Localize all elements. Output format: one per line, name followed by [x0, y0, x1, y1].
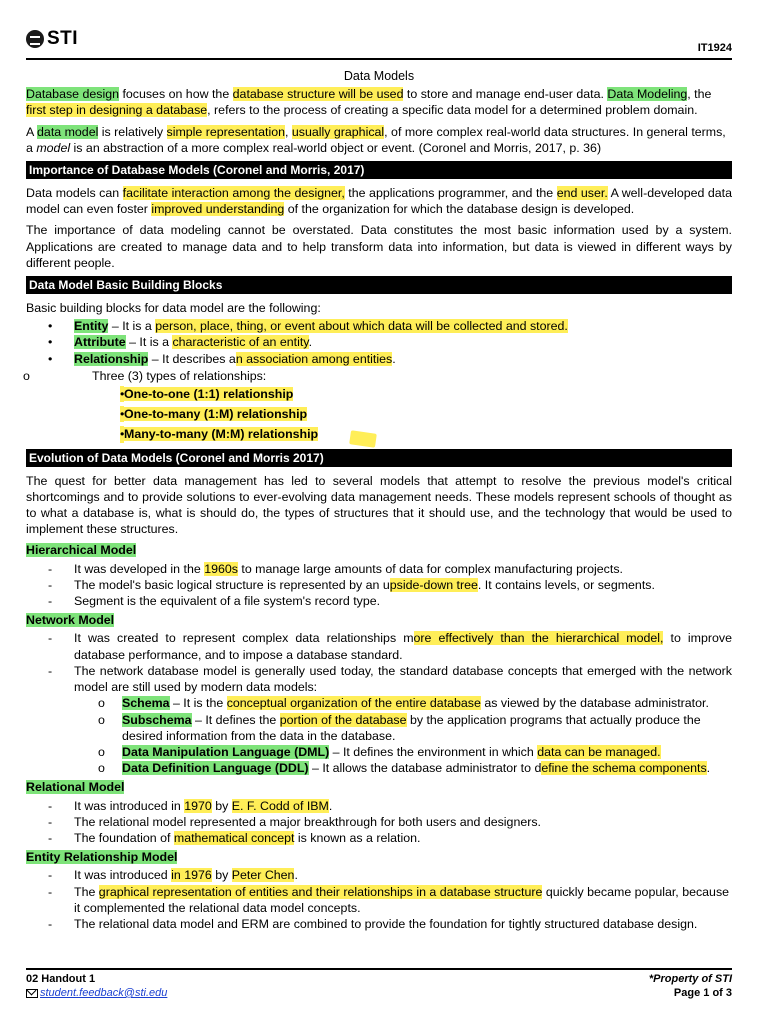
relational-model-list — [26, 798, 732, 847]
text-run: – It is the — [169, 696, 227, 711]
text-run: focuses on how the — [119, 87, 233, 102]
text-run: efine the schema components — [541, 761, 707, 776]
text-run: It was introduced — [74, 868, 172, 883]
text-run: of the organization for which the database design is developed. — [284, 202, 635, 217]
sti-logo-icon — [26, 30, 44, 48]
bullet-icon: • — [120, 387, 125, 402]
circle-bullet-icon: o — [98, 761, 105, 776]
text-run: . — [706, 761, 711, 776]
text-run: n association among entities — [235, 351, 393, 366]
text-run: model — [36, 140, 71, 155]
handout-label: 02 Handout 1 — [26, 973, 96, 985]
logo-text: STI — [47, 28, 79, 49]
text-run: , of more complex real-world data structures. In general terms, a — [26, 124, 726, 155]
circle-bullet-icon: o — [98, 744, 105, 759]
document-body — [23, 68, 733, 932]
dash-bullet-icon: - — [48, 798, 53, 813]
list-item — [26, 351, 732, 367]
relationship-types-list — [26, 386, 732, 443]
page-number: Page 1 of 3 — [673, 987, 732, 999]
text-run: The model's basic logical structure is represented by an u — [74, 577, 390, 592]
text-run: – It allows the database administrator to d — [308, 761, 542, 776]
er-model-title: Entity Relationship Model — [26, 850, 178, 865]
text-run: characteristic of an entity — [172, 335, 309, 350]
text-run: is an abstraction of a more complex real-world object or event. (Coronel and Morris, 2017, p. 36) — [70, 140, 602, 155]
list-item — [26, 814, 732, 830]
text-run: The foundation of — [74, 830, 174, 845]
text-run: conceptual organization of the entire database — [226, 696, 481, 711]
footer-right — [649, 972, 732, 1000]
list-item — [26, 561, 732, 577]
text-run: Entity — [74, 319, 109, 334]
text-run: database structure will be used — [232, 87, 404, 102]
text-run: Relationship — [74, 351, 149, 366]
list-item — [26, 386, 732, 402]
text-run: first step in designing a database — [26, 103, 208, 118]
section-heading-evolution: Evolution of Data Models (Coronel and Morris 2017) — [26, 449, 732, 467]
text-run: quickly became popular, because it complemented the relational data model concepts. — [74, 884, 730, 915]
text-run: , refers to the process of creating a specific data model for a determined problem domain. — [207, 103, 698, 118]
text-run: . — [308, 335, 313, 350]
relationship-type-label: Many-to-many (M:M) relationship — [124, 427, 319, 442]
network-model-list — [26, 630, 732, 695]
section-heading-building-blocks: Data Model Basic Building Blocks — [26, 276, 732, 294]
network-concepts-list — [26, 695, 732, 776]
bullet-icon: • — [48, 335, 53, 350]
circle-bullet-icon: o — [98, 696, 105, 711]
text-run: data can be managed. — [537, 744, 661, 759]
text-run: A well-developed data model can even foster — [26, 186, 733, 217]
text-run: – It is a — [108, 319, 156, 334]
sti-logo — [26, 28, 78, 50]
list-item — [26, 426, 732, 442]
course-code: IT1924 — [697, 42, 732, 54]
text-run: person, place, thing, or event about which data will be collected and stored. — [155, 319, 568, 334]
intro-paragraph-2 — [26, 124, 732, 156]
footer-left — [26, 972, 167, 1000]
dash-bullet-icon: - — [48, 916, 53, 931]
text-run: It was created to represent complex data relationships m — [74, 631, 414, 646]
feedback-email-link[interactable]: student.feedback@sti.edu — [40, 987, 168, 999]
text-run: is relatively — [98, 124, 167, 139]
text-run: as viewed by the database administrator. — [480, 696, 709, 711]
list-item — [26, 830, 732, 846]
text-run: It was developed in the — [74, 561, 205, 576]
text-run: Data models can — [26, 186, 123, 201]
text-run: by the application programs that actually produce the desired information from the data in the database. — [122, 712, 701, 743]
text-run: to manage large amounts of data for complex manufacturing projects. — [237, 561, 623, 576]
text-run: The relational data model and ERM are combined to provide the foundation for tightly structured database design. — [74, 916, 698, 931]
dash-bullet-icon: - — [48, 631, 53, 646]
list-item — [26, 334, 732, 350]
text-run: graphical representation of entities and their relationships in a database structure — [98, 884, 543, 899]
text-run: 1970 — [184, 798, 212, 813]
importance-paragraph-2: The importance of data modeling cannot be overstated. Data constitutes the most basic information used by a system. Applications are created to manage data and to help transform data into information, but data is viewed in different ways by different people. — [26, 223, 732, 270]
bullet-icon: • — [48, 351, 53, 366]
text-run: simple representation — [166, 124, 285, 139]
text-run: – It describes a — [148, 351, 236, 366]
text-run: by — [211, 798, 232, 813]
mail-icon — [26, 989, 38, 998]
hierarchical-model-title: Hierarchical Model — [26, 543, 137, 558]
list-item — [26, 663, 732, 695]
text-run: ore effectively than the hierarchical model, — [413, 631, 664, 646]
list-item — [26, 630, 732, 662]
text-run: . — [328, 798, 333, 813]
list-item — [26, 577, 732, 593]
list-item — [26, 695, 732, 711]
text-run: by — [211, 868, 232, 883]
circle-bullet-icon: o — [23, 368, 30, 383]
text-run: . — [392, 351, 396, 366]
dash-bullet-icon: - — [48, 577, 53, 592]
text-run: – It defines the — [191, 712, 280, 727]
text-run: data model — [37, 124, 99, 139]
text-run: is known as a relation. — [294, 830, 421, 845]
relationship-types-intro: Three (3) types of relationships: — [92, 368, 267, 383]
footer-divider — [26, 968, 732, 970]
dash-bullet-icon: - — [48, 868, 53, 883]
page-title: Data Models — [343, 69, 415, 83]
dash-bullet-icon: - — [48, 814, 53, 829]
header-divider — [26, 58, 732, 60]
bullet-icon: • — [120, 407, 125, 422]
text-run: Data Manipulation Language (DML) — [122, 744, 330, 759]
text-run: The — [74, 884, 99, 899]
dash-bullet-icon: - — [48, 561, 53, 576]
text-run: , — [284, 124, 292, 139]
text-run: mathematical concept — [173, 830, 295, 845]
text-run: . — [294, 868, 298, 883]
building-blocks-list — [26, 318, 732, 367]
relational-model-title: Relational Model — [26, 780, 125, 795]
bullet-icon: • — [48, 319, 53, 334]
relationship-type-label: One-to-one (1:1) relationship — [124, 387, 294, 402]
text-run: in 1976 — [171, 868, 212, 883]
list-item — [26, 712, 732, 744]
er-model-list — [26, 867, 732, 932]
hierarchical-model-list — [26, 561, 732, 610]
text-run: pside-down tree — [389, 577, 478, 592]
text-run: Attribute — [74, 335, 126, 350]
dash-bullet-icon: - — [48, 884, 53, 899]
list-item — [26, 916, 732, 932]
dash-bullet-icon: - — [48, 594, 53, 609]
list-item — [26, 884, 732, 916]
text-run: Data Modeling — [607, 87, 688, 102]
text-run: 1960s — [204, 561, 238, 576]
bullet-icon: • — [120, 427, 125, 442]
list-item — [26, 867, 732, 883]
list-item — [26, 406, 732, 422]
list-item — [26, 760, 732, 776]
text-run: Segment is the equivalent of a file system's record type. — [74, 594, 381, 609]
network-model-title: Network Model — [26, 613, 115, 628]
text-run: Schema — [122, 696, 170, 711]
property-label: *Property of STI — [648, 973, 732, 985]
text-run: A — [26, 124, 38, 139]
text-run: It was introduced in — [74, 798, 185, 813]
evolution-intro: The quest for better data management has led to several models that attempt to resolve the previous model's critical shortcomings and to provide solutions to ever-evolving data management needs. These models represent schools of thought as to what a database is, what is should do, the types of structures that it should use, and the technology that would be used to implement these structures. — [26, 473, 732, 537]
dash-bullet-icon: - — [48, 663, 53, 678]
text-run: to store and manage end-user data. — [403, 87, 608, 102]
list-item — [26, 593, 732, 609]
text-run: E. F. Codd of IBM — [231, 798, 329, 813]
text-run: facilitate interaction among the designer, — [122, 186, 345, 201]
text-run: – It defines the environment in which — [329, 744, 538, 759]
circle-bullet-icon: o — [98, 712, 105, 727]
text-run: Data Definition Language (DDL) — [122, 761, 309, 776]
text-run: the applications programmer, and the — [344, 186, 557, 201]
text-run: portion of the database — [279, 712, 407, 727]
importance-paragraph-1 — [26, 185, 732, 217]
text-run: Peter Chen — [231, 868, 295, 883]
text-run: usually graphical — [291, 124, 385, 139]
intro-paragraph-1 — [26, 86, 732, 118]
text-run: Database design — [26, 87, 119, 102]
text-run: . It contains levels, or segments. — [477, 577, 655, 592]
relationship-type-label: One-to-many (1:M) relationship — [124, 407, 308, 422]
list-item — [26, 798, 732, 814]
text-run: , the — [687, 87, 712, 102]
list-item — [26, 744, 732, 760]
text-run: Subschema — [122, 712, 192, 727]
text-run: The relational model represented a major breakthrough for both users and designers. — [74, 814, 541, 829]
building-blocks-intro: Basic building blocks for data model are the following: — [26, 301, 321, 316]
text-run: – It is a — [125, 335, 173, 350]
section-heading-importance: Importance of Database Models (Coronel and Morris, 2017) — [26, 161, 732, 179]
text-run: improved understanding — [151, 202, 285, 217]
text-run: end user. — [556, 186, 608, 201]
relationship-types-intro-row — [23, 368, 732, 384]
text-run: to improve database performance, and to impose a database standard. — [74, 631, 732, 662]
list-item — [26, 318, 732, 334]
dash-bullet-icon: - — [48, 830, 53, 845]
text-run: The network database model is generally used today, the standard database concepts that emerged with the network model are still used by modern data models: — [74, 663, 732, 695]
